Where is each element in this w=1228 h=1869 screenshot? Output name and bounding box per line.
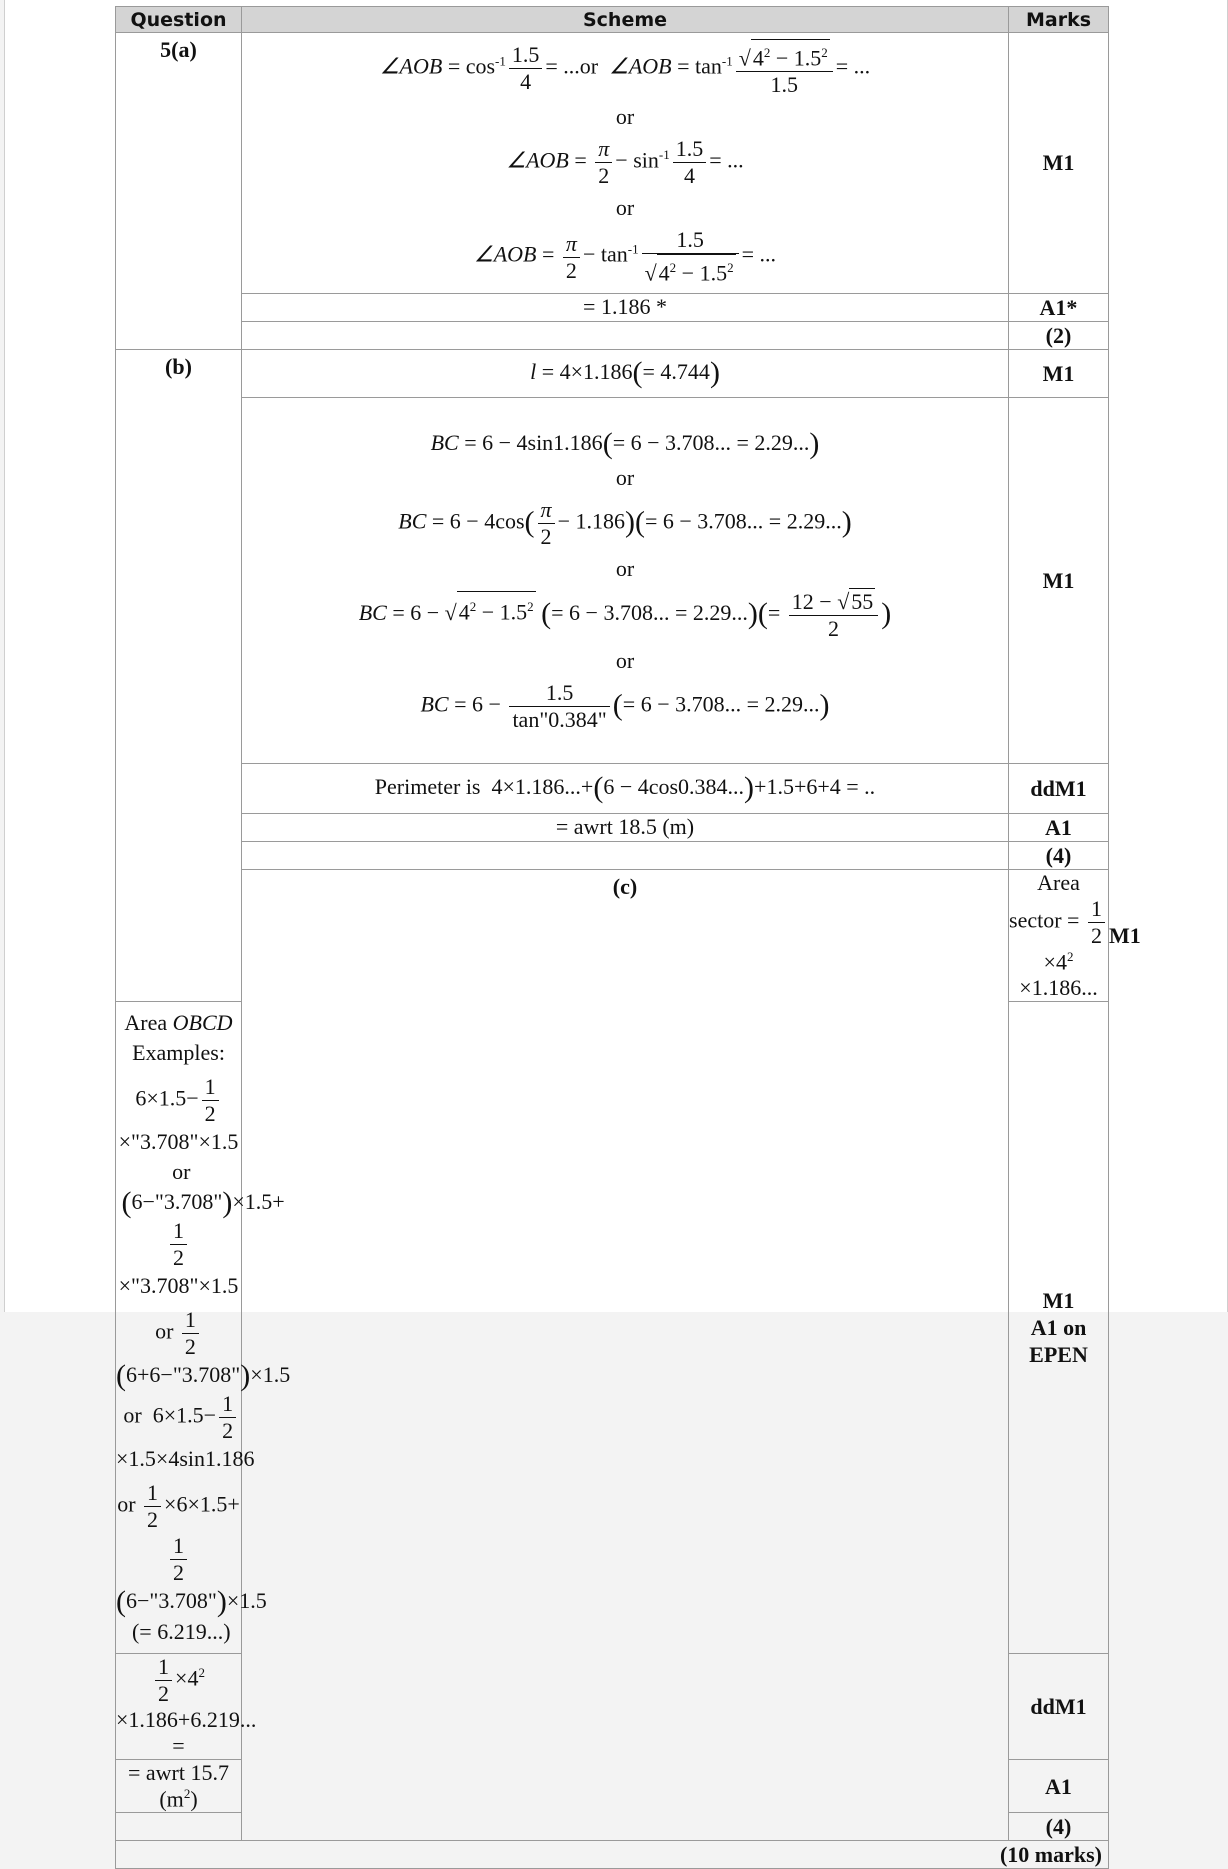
part-a-method-row (116, 33, 1109, 294)
part-b-bc-4: BC = 6 − $\frac{1.5}{\tan"0.384"}$ (= 6 − 3.708... = 2.29...) (420, 679, 830, 732)
or-text: or (615, 195, 635, 221)
mark-scheme-table (115, 6, 1141, 1869)
part-b-mark-4: A1 (1009, 813, 1109, 841)
part-c-mark-2c: EPEN (1029, 1341, 1088, 1367)
part-b-mark-2: M1 (1009, 397, 1109, 763)
part-c-mark-2b: A1 on (1030, 1314, 1087, 1340)
question-header: Question (116, 7, 242, 33)
part-b-bc-row (116, 397, 1109, 763)
part-c-mark-2a: M1 (1042, 1287, 1075, 1313)
or-text: or (615, 555, 635, 581)
marks-header: Marks (1009, 7, 1109, 33)
part-b-label: (b) (116, 349, 242, 1001)
part-a-expr-3: ∠AOB = $\frac{\pi}{2}$ − $\tan^{-1}$ $\frac{1.5}{√4^2 - 1.5^2}$ = ... (473, 227, 776, 286)
part-b-result: = awrt 18.5 (m) (242, 813, 1009, 841)
part-a-expr-2: ∠AOB = $\frac{\pi}{2}$ − $\sin^{-1}$ $\frac{1.5}{4}$ = ... (506, 136, 744, 189)
or-text: or (615, 647, 635, 673)
part-c-sector-row: (c) Area sector = $\frac{1}{2}$ $\times 4^2 \times 1.186$... M1 (116, 869, 1109, 1001)
part-c-label: (c) (242, 869, 1009, 1841)
part-b-bc (242, 397, 1009, 763)
part-b-perimeter-row (116, 763, 1109, 813)
part-a-method (242, 33, 1009, 294)
part-c-sector: Area sector = $\frac{1}{2}$ $\times 4^2 \times 1.186$... (1009, 869, 1109, 1001)
header-row (116, 7, 1109, 33)
scheme-header: Scheme (242, 7, 1009, 33)
part-a-expr-1: ∠AOB = $\cos^{-1}$ $\frac{1.5}{4}$ = ...or ∠AOB = $\tan^{-1}$ $\frac{√4^2 - 1.5^2}{1.5}$ = ... (242, 39, 1008, 98)
part-c-total-area: $\frac{1}{2}$ $\times 4^2 \times 1.186+6.219$... = (116, 1653, 257, 1758)
part-c-mark-2 (1009, 1001, 1109, 1653)
part-b-total-row (116, 841, 1109, 869)
blank-cell (116, 1813, 242, 1841)
part-c-result: = awrt 15.7 $(m^2)$ (116, 1759, 242, 1812)
part-c-obcd-title: Area OBCD Examples: (124, 1009, 233, 1065)
part-c-mark-4: A1 (1009, 1759, 1109, 1812)
or-text: or (615, 104, 635, 130)
part-c-mark-3: ddM1 (1009, 1653, 1109, 1759)
part-b-arc-row (116, 349, 1109, 397)
part-b-total: (4) (1009, 841, 1109, 869)
part-a-result: = 1.186 * (242, 293, 1009, 321)
part-b-bc-1: BC = 6 − 4sin1.186(= 6 − 3.708... = 2.29...) (430, 426, 820, 460)
part-c-obcd (116, 1001, 291, 1653)
blank-cell (242, 321, 1009, 349)
part-a-label: 5(a) (116, 33, 242, 350)
part-c-total: (4) (1009, 1813, 1109, 1841)
part-a-mark-2: A1* (1009, 293, 1109, 321)
part-b-result-row (116, 813, 1109, 841)
part-b-bc-3: BC = $6 - √4^2 - 1.5^2$ (= 6 − 3.708... = 2.29...)(= $\frac{12 - √55}{2}$ ) (358, 588, 892, 641)
part-b-mark-1: M1 (1009, 349, 1109, 397)
part-a-total: (2) (1009, 321, 1109, 349)
part-c-obcd-2: or $\frac{1}{2}$ (6+6−"3.708")×1.5 or 6×1.5− $\frac{1}{2}$ ×1.5×4sin1.186 (116, 1306, 291, 1471)
part-a-result-row (116, 293, 1109, 321)
blank-cell (242, 841, 1009, 869)
part-a-total-row (116, 321, 1109, 349)
part-b-perimeter: Perimeter is 4×1.186...+(6 − 4cos0.384...)+1.5+6+4 = .. (242, 763, 1009, 813)
grand-total-row (116, 1841, 1109, 1869)
part-a-mark-1: M1 (1009, 33, 1109, 294)
part-c-obcd-3: or $\frac{1}{2}$ ×6×1.5+ $\frac{1}{2}$ (6−"3.708")×1.5 (= 6.219...) (116, 1479, 267, 1644)
part-b-mark-3: ddM1 (1009, 763, 1109, 813)
part-b-arc: l = 4×1.186(= 4.744) (242, 349, 1009, 397)
or-text: or (615, 464, 635, 490)
part-b-bc-2: BC = 6 − 4cos( $\frac{\pi}{2}$ − 1.186)(= 6 − 3.708... = 2.29...) (398, 496, 852, 549)
part-c-obcd-1: 6×1.5− $\frac{1}{2}$ ×"3.708"×1.5 or (6−"3.708")×1.5+ $\frac{1}{2}$ ×"3.708"×1.5 (116, 1073, 285, 1298)
mark-scheme-page (4, 0, 1228, 1868)
grand-total: (10 marks) (116, 1841, 1109, 1869)
